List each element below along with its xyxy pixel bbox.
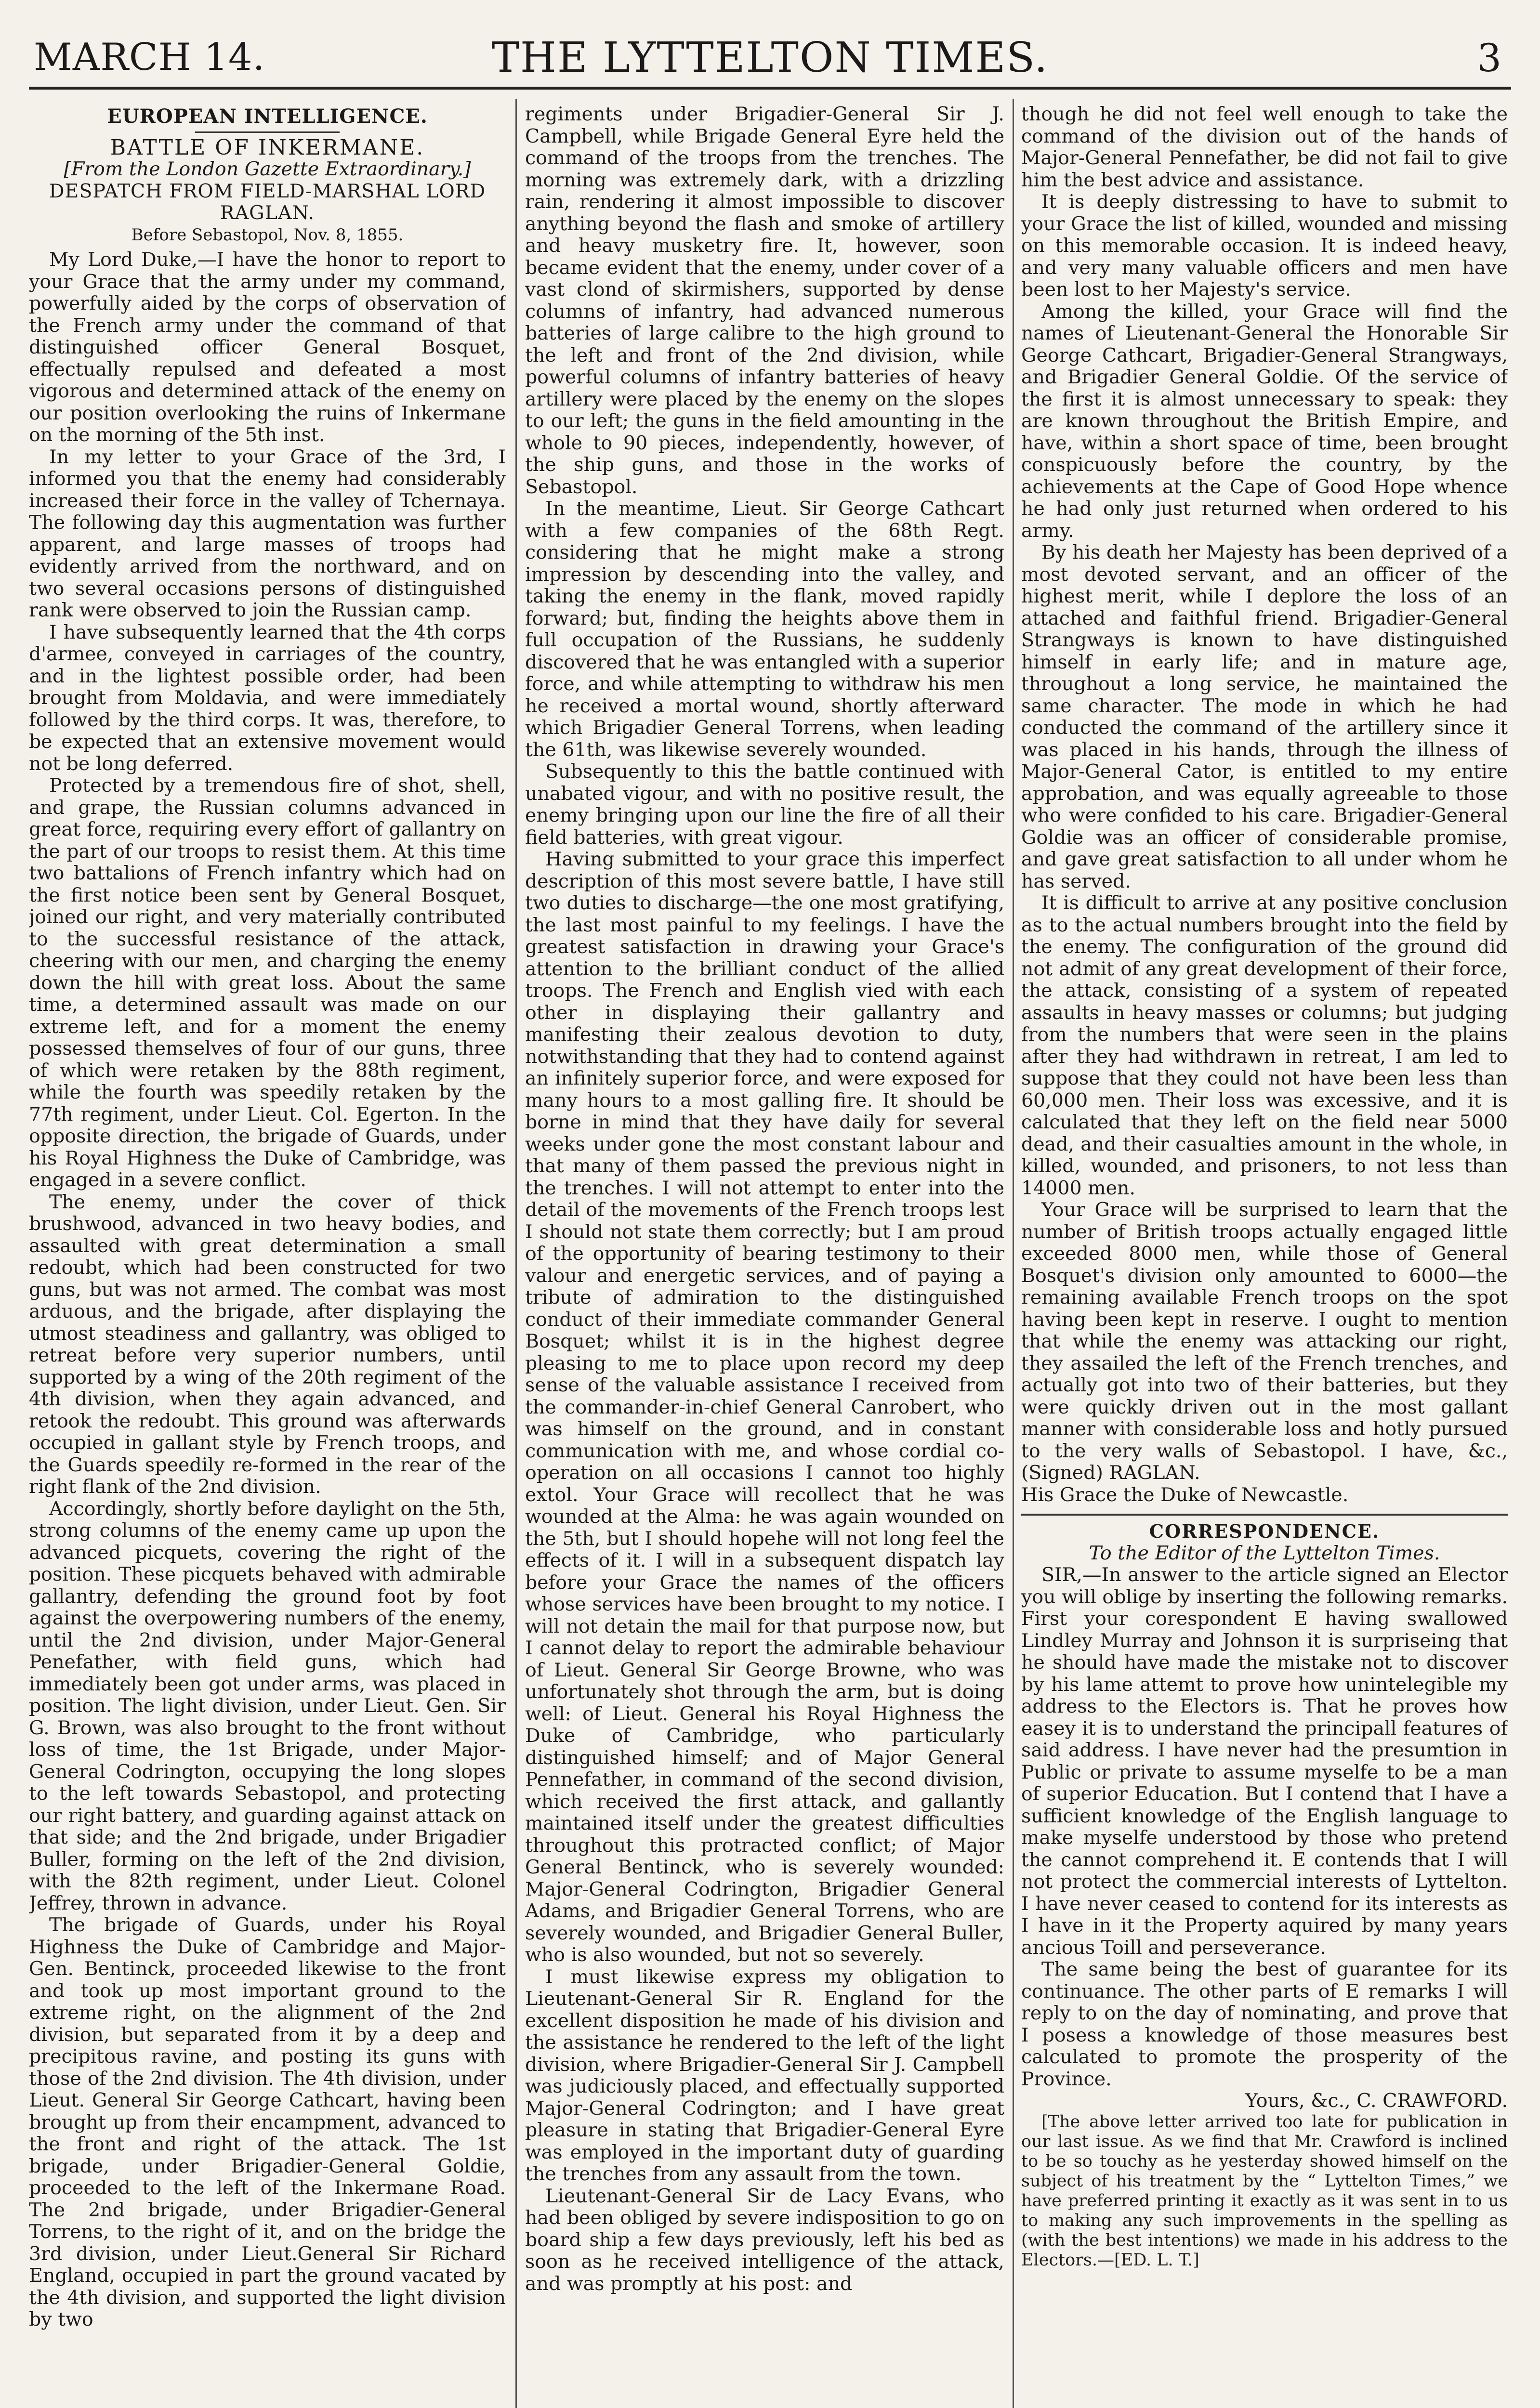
paragraph: Your Grace will be surprised to learn that the number of British troops actually engaged little exceeded 8000 men, while those of General Bosquet's division only amounted to 6000—the remaining available French troops on the spot having been kept in reserve. I ought to mention that while the enemy was attacking our right, they assailed the left of the French trenches, and actually got into two of their batteries, but they were quickly driven out in the most gallant manner with considerable loss and hotly pursued to the very walls of Sebastopol. I have, &c., (Signed) RAGLAN. <box>1021 1199 1508 1484</box>
section-heading: EUROPEAN INTELLIGENCE. <box>107 105 428 128</box>
correspondence-heading: CORRESPONDENCE. <box>1149 1520 1380 1542</box>
paragraph: The enemy, under the cover of thick brushwood, advanced in two heavy bodies, and assaulted with great determination a small redoubt, which had been constructed for two guns, but was not armed. The combat was most arduous, and the brigade, after displaying the utmost steadiness and gallantry, was obliged to retreat before very superior numbers, until supported by a wing of the 20th regiment of the 4th division, when they again advanced, and retook the redoubt. This ground was afterwards occupied in gallant style by French troops, and the Guards speedily re-formed in the rear of the right flank of the 2nd division. <box>29 1191 506 1498</box>
letter-paragraph: SIR,—In answer to the article signed an Elector you will oblige by inserting the following remarks. First your corespondent E having swallowed Lindley Murray and Johnson it is surpriseing that he should have made the mistake not to discover by his lame attemt to prove how unintelegible my address to the Electors is. That he proves how easey it is to understand the principall features of said address. I have never had the presumtion in Public or private to assume myselfe to be a man of superior Education. But I contend that I have a sufficient knowledge of the English language to make myselfe understood by those who pretend the cannot comprehend it. E contends that I will not protect the commercial interests of Lyttelton. I have never ceased to contend for its interests as I have in it the Property aquired by many years ancious Toill and perseverance. <box>1021 1564 1508 1959</box>
column-divider <box>515 99 517 2408</box>
paragraph: regiments under Brigadier-General Sir J. Campbell, while Brigade General Eyre held the command of the troops from the trenches. The morning was extremely dark, with a drizzling rain, rendering it almost impossible to discover anything beyond the flash and smoke of artillery and heavy musketry fire. It, however, soon became evident that the enemy, under cover of a vast clond of skirmishers, supported by dense columns of infantry, had advanced numerous batteries of large calibre to the high ground to the left and front of the 2nd division, while powerful columns of infantry batteries of heavy artillery were placed by the enemy on the slopes to our left; the guns in the field amounting in the whole to 90 pieces, independently, however, of the ship guns, and those in the works of Sebastopol. <box>525 104 1004 498</box>
column-2 <box>525 104 1004 2408</box>
issue-date: MARCH 14. <box>34 36 265 79</box>
column-3 <box>1021 104 1508 2408</box>
paragraph: The brigade of Guards, under his Royal Highness the Duke of Cambridge and Major-Gen. Bentinck, proceeded likewise to the front and took up most important ground to the extreme right, on the alignment of the 2nd division, but separated from it by a deep and precipitous ravine, and posting its guns with those of the 2nd division. The 4th division, under Lieut. General Sir George Cathcart, having been brought up from their encampment, advanced to the front and right of the attack. The 1st brigade, under Brigadier-General Goldie, proceeded to the left of the Inkermane Road. The 2nd brigade, under Brigadier-General Torrens, to the right of it, and on the bridge the 3rd division, under Lieut.General Sir Richard England, occupied in part the ground vacated by the 4th division, and supported the light division by two <box>29 1914 506 2330</box>
paragraph: I must likewise express my obligation to Lieutenant-General Sir R. England for the excellent disposition he made of his division and the assistance he rendered to the left of the light division, where Brigadier-General Sir J. Campbell was judiciously placed, and effectually supported Major-General Codrington; and I have great pleasure in stating that Brigadier-General Eyre was employed in the important duty of guarding the trenches from any assault from the town. <box>525 1965 1004 2185</box>
paragraph: Accordingly, shortly before daylight on the 5th, strong columns of the enemy came up upon the advanced picquets, covering the right of the position. These picquets behaved with admirable gallantry, defending the ground foot by foot against the overpowering numbers of the enemy, until the 2nd division, under Major-General Penefather, with field guns, which had immediately been got under arms, was placed in position. The light division, under Lieut. Gen. Sir G. Brown, was also brought to the front without loss of time, the 1st Brigade, under Major-General Codrington, occupying the long slopes to the left towards Sebastopol, and protecting our right battery, and guarding against attack on that side; and the 2nd brigade, under Brigadier Buller, forming on the left of the 2nd division, with the 82th regiment, under Lieut. Colonel Jeffrey, thrown in advance. <box>29 1497 506 1914</box>
column-1 <box>29 104 506 2408</box>
despatch-line: DESPATCH FROM FIELD-MARSHAL LORD <box>49 180 486 202</box>
paragraph: By his death her Majesty has been deprived of a most devoted servant, and an officer of the highest merit, while I deplore the loss of an attached and faithful friend. Brigadier-General Strangways is known to have distinguished himself in early life; and in mature age, throughout a long service, he maintained the same character. The mode in which he had conducted the command of the artillery since it was placed in his hands, through the illness of Major-General Cator, is entitled to my entire approbation, and was equally agreeable to those who were confided to his care. Brigadier-General Goldie was an officer of considerable promise, and gave great satisfaction to all under whom he has served. <box>1021 541 1508 892</box>
column-divider <box>1013 99 1014 2408</box>
masthead <box>29 34 1511 90</box>
article-source: [From the London Gazette Extraordinary.] <box>64 158 471 180</box>
paragraph: It is deeply distressing to have to submit to your Grace the list of killed, wounded and missing on this memorable occasion. It is indeed heavy, and very many valuable officers and men have been lost to her Majesty's service. <box>1021 191 1508 301</box>
paragraph: It is difficult to arrive at any positive conclusion as to the actual numbers brought into the field by the enemy. The configuration of the ground did not admit of any great development of their force, the attack, consisting of a system of repeated assaults in heavy masses or columns; but judging from the numbers that were seen in the plains after they had withdrawn in retreat, I am led to suppose that they could not have been less than 60,000 men. Their loss was excessive, and it is calculated that they left on the field near 5000 dead, and their casualties amount in the whole, in killed, wounded, and prisoners, to not less than 14000 men. <box>1021 892 1508 1199</box>
paragraph: Subsequently to this the battle continued with unabated vigour, and with no positive result, the enemy bringing upon our line the fire of all their field batteries, with great vigour. <box>525 760 1004 849</box>
letter-salutation: To the Editor of the Lyttelton Times. <box>1089 1542 1440 1564</box>
paragraph: I have subsequently learned that the 4th corps d'armee, conveyed in carriages of the country, and in the lightest possible order, had been brought from Moldavia, and were immediately followed by the third corps. It was, therefore, to be expected that an extensive movement would not be long deferred. <box>29 621 506 775</box>
paragraph: In my letter to your Grace of the 3rd, I informed you that the enemy had considerably increased their force in the valley of Tchernaya. The following day this augmentation was further apparent, and large masses of troops had evidently arrived from the northward, and on two several occasions persons of distinguished rank were observed to join the Russian camp. <box>29 445 506 621</box>
article-heading: BATTLE OF INKERMANE. <box>110 135 425 160</box>
despatch-line: RAGLAN. <box>220 202 315 224</box>
heading-rule <box>195 131 340 133</box>
page-number: 3 <box>1477 36 1501 80</box>
newspaper-title: THE LYTTELTON TIMES. <box>491 34 1049 82</box>
letter-paragraph: The same being the best of guarantee for its continuance. The other parts of E remarks I will reply to on the day of nominating, and prove that I posess a knowledge of those measures best calculated to promote the prosperity of the Province. <box>1021 1958 1508 2090</box>
letter-signature: Yours, &c., C. CRAWFORD. <box>1245 2090 1508 2112</box>
paragraph: In the meantime, Lieut. Sir George Cathcart with a few companies of the 68th Regt. considering that he might make a strong impression by descending into the valley, and taking the enemy in the flank, moved rapidly forward; but, finding the heights above them in full occupation of the Russians, he suddenly discovered that he was entangled with a superior force, and while attempting to withdraw his men he received a mortal wound, shortly afterward which Brigadier General Torrens, when leading the 61th, was likewise severely wounded. <box>525 497 1004 761</box>
paragraph: though he did not feel well enough to take the command of the division out of the hands of Major-General Pennefather, be did not fail to give him the best advice and assistance. <box>1021 104 1508 191</box>
editor-note: [The above letter arrived too late for publication in our last issue. As we find that Mr. Crawford is inclined to be so touchy as he yesterday showed himself on the subject of his treatment by the “ Lyttelton Times,” we have preferred printing it exactly as it was sent in to us to making any such improvements in the spelling as (with the best intentions) we made in his address to the Electors.—[ED. L. T.] <box>1021 2112 1508 2270</box>
paragraph: Having submitted to your grace this imperfect description of this most severe battle, I have still two duties to discharge—the one most gratifying, the last most painful to my feelings. I have the greatest satisfaction in drawing your Grace's attention to the brilliant conduct of the allied troops. The French and English vied with each other in displaying their gallantry and manifesting their zealous devotion to duty, notwithstanding that they had to contend against an infinitely superior force, and were exposed for many hours to a most galling fire. It should be borne in mind that they have daily for several weeks under gone the most constant labour and that many of them passed the previous night in the trenches. I will not attempt to enter into the detail of the movements of the French troops lest I should not state them correctly; but I am proud of the opportunity of bearing testimony to their valour and energetic services, and of paying a tribute of admiration to the distinguished conduct of their immediate commander General Bosquet; whilst it is in the highest degree pleasing to me to place upon record my deep sense of the valuable assistance I received from the commander-in-chief General Canrobert, who was himself on the ground, and in constant communication with me, and whose cordial co-operation on all occasions I cannot too highly extol. Your Grace will recollect that he was wounded at the Alma: he was again wounded on the 5th, but I should hopehe will not long feel the effects of it. I will in a subsequent dispatch lay before your Grace the names of the officers whose services have been brought to my notice. I will not detain the mail for that purpose now, but I cannot delay to report the admirable behaviour of Lieut. General Sir George Browne, who was unfortunately shot through the arm, but is doing well: of Lieut. General his Royal Highness the Duke of Cambridge, who particularly distinguished himself; and of Major General Pennefather, in command of the second division, which received the first attack, and gallantly maintained itself under the greatest difficulties throughout this protracted conflict; of Major General Bentinck, who is severely wounded: Major-General Codrington, Brigadier General Adams, and Brigadier General Torrens, who are severely wounded, and Brigadier General Buller, who is also wounded, but not so severely. <box>525 848 1004 1966</box>
dateline: Before Sebastopol, Nov. 8, 1855. <box>131 225 404 245</box>
paragraph: Lieutenant-General Sir de Lacy Evans, who had been obliged by severe indisposition to go on board ship a few days previously, left his bed as soon as he received intelligence of the attack, and was promptly at his post: and <box>525 2185 1004 2295</box>
paragraph: Among the killed, your Grace will find the names of Lieutenant-General the Honorable Sir George Cathcart, Brigadier-General Strangways, and Brigadier General Goldie. Of the service of the first it is almost unnecessary to speak: they are known throughout the British Empire, and have, within a short space of time, been brought conspicuously before the country, by the achievements at the Cape of Good Hope whence he had only just returned when ordered to his army. <box>1021 300 1508 542</box>
section-rule <box>1021 1514 1508 1516</box>
addressee: His Grace the Duke of Newcastle. <box>1021 1483 1349 1506</box>
paragraph: Protected by a tremendous fire of shot, shell, and grape, the Russian columns advanced in great force, requiring every effort of gallantry on the part of our troops to resist them. At this time two battalions of French infantry which had on the first notice been sent by General Bosquet, joined our right, and very materially contributed to the successful resistance of the attack, cheering with our men, and charging the enemy down the hill with great loss. About the same time, a determined assault was made on our extreme left, and for a moment the enemy possessed themselves of four of our guns, three of which were retaken by the 88th regiment, while the fourth was speedily retaken by the 77th regiment, under Lieut. Col. Egerton. In the opposite direction, the brigade of Guards, under his Royal Highness the Duke of Cambridge, was engaged in a severe conflict. <box>29 774 506 1191</box>
paragraph: My Lord Duke,—I have the honor to report to your Grace that the army under my command, powerfully aided by the corps of observation of the French army under the command of that distinguished officer General Bosquet, effectually repulsed and defeated a most vigorous and determined attack of the enemy on our position overlooking the ruins of Inkermane on the morning of the 5th inst. <box>29 249 506 446</box>
